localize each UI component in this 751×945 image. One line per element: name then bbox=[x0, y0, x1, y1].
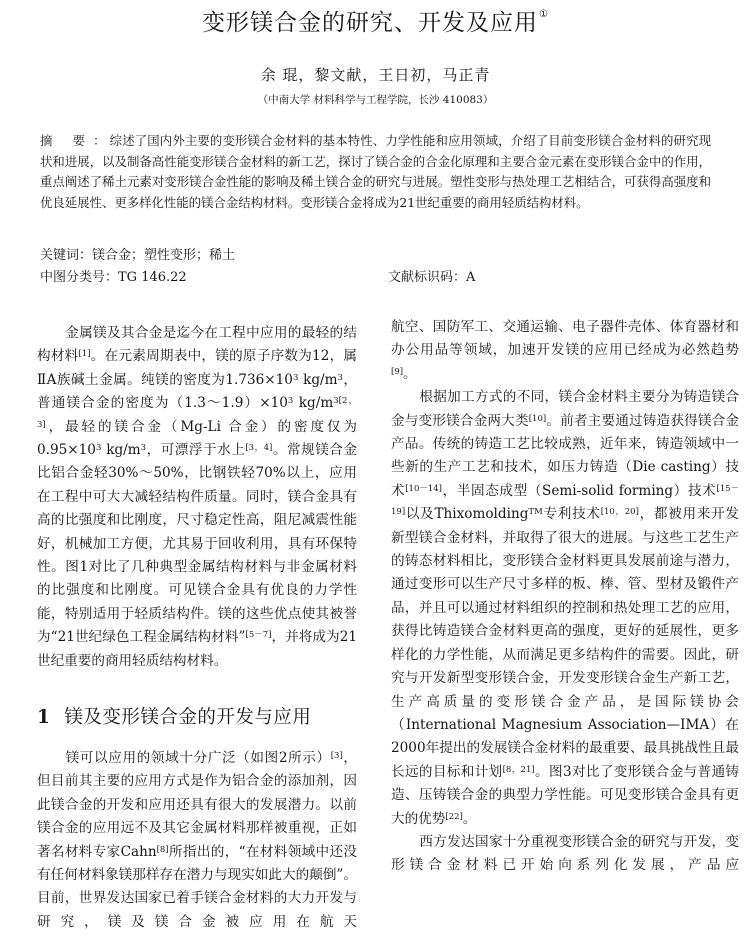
right-paragraph-2: 根据加工方式的不同，镁合金材料主要分为铸造镁合金与变形镁合金两大类[10]。前者主要通过铸造获得镁合金产品。传统的铸造工艺比较成熟，近年来，铸造领域中一些新的生产工艺和技术，如压力铸造（Die casting）技术[10－14]，半固态成型（Semi-solid forming）技术[15－19]以及Thixomolding™专利技术[10，20]，都被用来开发新型镁合金材料，并取得了很大的进展。与这些工艺生产的铸态材料相比，变形镁合金材料更具发展前途与潜力，通过变形可以生产尺寸多样的板、棒、管、型材及锻件产品，并且可以通过材料组织的控制和热处理工艺的应用，获得比铸造镁合金材料更高的强度，更好的延展性，更多样化的力学性能，从而满足更多结构件的需要。因此，研究与开发新型变形镁合金，开发变形镁合金生产新工艺，生产高质量的变形镁合金产品，是国际镁协会（International Magnesium Association—IMA）在2000年提出的发展镁合金材料的最重要、最具挑战性且最长远的目标和计划[8，21]。图3对比了变形镁合金与普通铸造、压铸镁合金的典型力学性能。可见变形镁合金具有更大的优势[22]。 bbox=[391, 389, 740, 827]
paper-title bbox=[0, 4, 751, 37]
document-code bbox=[388, 266, 475, 285]
left-column-section-1 bbox=[37, 747, 357, 934]
affiliation: （中南大学 材料科学与工程学院，长沙 410083） bbox=[257, 94, 494, 106]
citation: [3] bbox=[330, 751, 343, 761]
citation: [1] bbox=[78, 349, 91, 360]
citation: 3[2，3] bbox=[37, 396, 357, 430]
keywords-text: 镁合金；塑性变形；稀土 bbox=[92, 248, 236, 263]
clc-label: 中图分类号： bbox=[40, 270, 119, 285]
clc-value: TG 146.22 bbox=[118, 270, 187, 285]
keywords bbox=[40, 244, 235, 263]
abstract-label: 摘 要： bbox=[40, 133, 114, 148]
doc-code-value: A bbox=[466, 270, 476, 285]
citation: [8] bbox=[156, 844, 169, 855]
intro-paragraph: 金属镁及其合金是迄今在工程中应用的最轻的结构材料[1]。在元素周期表中，镁的原子序数为12，属ⅡA族碱土金属。纯镁的密度为$1.736\times 10^3$ $kg/m^3$，普通镁合金的密度为$(1.3\sim 1.9)\times 10^3$ kg/m$^{3[2,3]}$，最轻的镁合金（Mg-Li 合金）的密度仅为$0.95\times 10^3$ $kg/m^3$，可漂浮于水上[3，4]。常规镁合金比铝合金轻30%～50%，比钢铁轻70%以上，应用在工程中可大大减轻结构件质量。同时，镁合金具有高的比强度和比刚度，尺寸稳定性高，阻尼减震性能好，机械加工方便，尤其易于回收利用，具有环保特性。图1对比了几种典型金属结构材料与非金属材料的比强度和比刚度。可见镁合金具有优良的力学性能，特别适用于轻质结构件。镁的这些优点使其被誉为“21世纪绿色工程金属结构材料”[5－7]，并将成为21世纪重要的商用轻质结构材料。 bbox=[37, 325, 358, 669]
section-title: 镁及变形镁合金的开发与应用 bbox=[64, 707, 312, 728]
trademark-mark: TM bbox=[528, 507, 543, 518]
classification-number bbox=[40, 266, 187, 285]
citation: [22] bbox=[445, 811, 463, 822]
title-text: 变形镁合金的研究、开发及应用 bbox=[202, 10, 539, 36]
author-list: 余 琨，黎文献，王日初，马正青 bbox=[260, 66, 491, 84]
citation: [8，21] bbox=[502, 764, 535, 775]
citation: [3，4] bbox=[245, 443, 273, 454]
right-paragraph-1: 航空、国防军工、交通运输、电子器件壳体、体育器材和办公用品等领域，加速开发镁的应用已经成为必然趋势[9]。 bbox=[391, 319, 739, 382]
left-column-intro bbox=[37, 322, 357, 673]
abstract bbox=[40, 131, 711, 214]
abstract-text: 综述了国内外主要的变形镁合金材料的基本特性、力学性能和应用领域，介绍了目前变形镁合金材料的研究现状和进展，以及制备高性能变形镁合金材料的新工艺，探讨了镁合金的合金化原理和主要合金元素在变形镁合金中的作用，重点阐述了稀土元素对变形镁合金性能的影响及稀土镁合金的研究与进展。塑性变形与热处理工艺相结合，可获得高强度和优良延展性、更多样化性能的镁合金结构材料。变形镁合金将成为21世纪重要的商用轻质结构材料。 bbox=[40, 133, 711, 211]
citation: [5－7] bbox=[245, 630, 272, 641]
keywords-label: 关键词： bbox=[40, 248, 93, 263]
citation: [10－14] bbox=[405, 483, 442, 494]
citation: [9] bbox=[391, 366, 404, 377]
section-heading bbox=[37, 703, 311, 729]
doc-code-label: 文献标识码： bbox=[388, 270, 467, 285]
right-column bbox=[391, 316, 739, 878]
citation: [10，20] bbox=[600, 507, 639, 518]
section-number: 1 bbox=[37, 707, 51, 728]
section-1-paragraph: 镁可以应用的领域十分广泛（如图2所示）[3]，但目前其主要的应用方式是作为铝合金的添加剂，因此镁合金的开发和应用还具有很大的发展潜力。以前镁合金的应用远不及其它金属材料那样被重视，正如著名材料专家Cahn[8]所指出的，“在材料领域中还没有任何材料象镁那样存在潜力与现实如此大的颠倒”。目前，世界发达国家已着手镁合金材料的大力开发与研究，镁及镁合金被应用在航天 bbox=[37, 750, 358, 930]
citation: [10] bbox=[528, 413, 547, 424]
citation: [15－19] bbox=[391, 483, 740, 518]
right-paragraph-3: 西方发达国家十分重视变形镁合金的研究与开发，变形镁合金材料已开始向系列化发展，产品应 bbox=[391, 833, 739, 874]
title-footnote-mark: ① bbox=[539, 9, 549, 20]
